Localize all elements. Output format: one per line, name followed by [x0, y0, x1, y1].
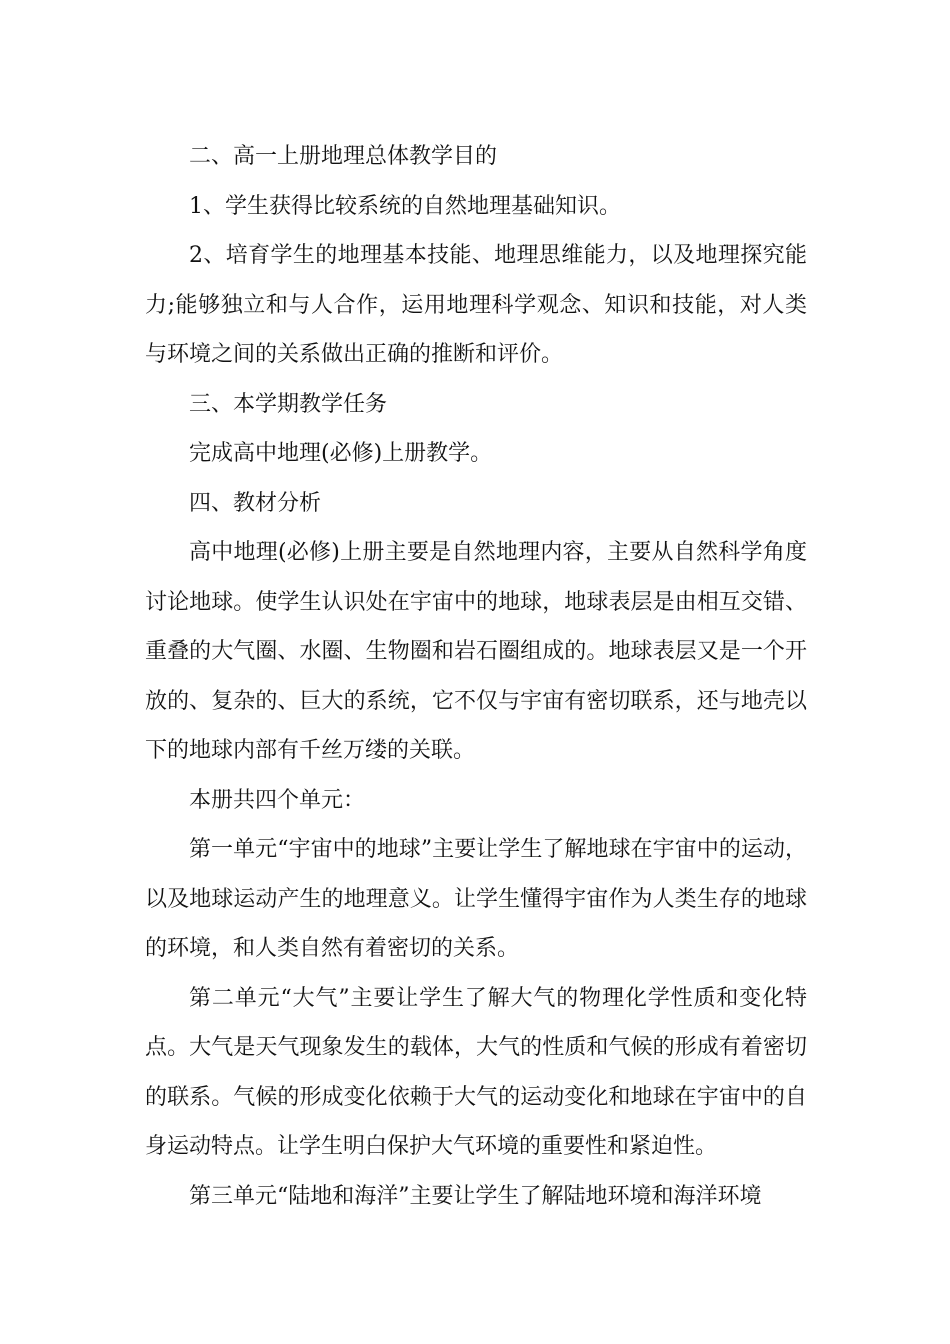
- document-body: [145, 132, 807, 1221]
- analysis-paragraph: 高中地理(必修)上册主要是自然地理内容，主要从自然科学角度讨论地球。使学生认识处在宇宙中的地球，地球表层是由相互交错、重叠的大气圈、水圈、生物圈和岩石圈组成的。地球表层又是一个开放的、复杂的、巨大的系统，它不仅与宇宙有密切联系，还与地壳以下的地球内部有千丝万缕的关联。: [145, 540, 807, 763]
- unit-1-paragraph: 第一单元“宇宙中的地球”主要让学生了解地球在宇宙中的运动，以及地球运动产生的地理意义。让学生懂得宇宙作为人类生存的地球的环境，和人类自然有着密切的关系。: [145, 837, 807, 961]
- units-intro: 本册共四个单元：: [189, 787, 366, 813]
- objective-item-1: 1、学生获得比较系统的自然地理基础知识。: [189, 193, 621, 219]
- unit-3-paragraph: 第三单元“陆地和海洋”主要让学生了解陆地环境和海洋环境: [189, 1183, 762, 1209]
- objective-item-2: 2、培育学生的地理基本技能、地理思维能力，以及地理探究能力;能够独立和与人合作，运用地理科学观念、知识和技能，对人类与环境之间的关系做出正确的推断和评价。: [145, 243, 807, 367]
- task-paragraph: 完成高中地理(必修)上册教学。: [189, 441, 493, 466]
- unit-2-paragraph: 第二单元“大气”主要让学生了解大气的物理化学性质和变化特点。大气是天气现象发生的载体，大气的性质和气候的形成有着密切的联系。气候的形成变化依赖于大气的运动变化和地球在宇宙中的自身运动特点。让学生明白保护大气环境的重要性和紧迫性。: [145, 985, 807, 1159]
- section-heading-tasks: 三、本学期教学任务: [189, 391, 388, 417]
- section-heading-objectives: 二、高一上册地理总体教学目的: [189, 144, 498, 169]
- section-heading-analysis: 四、教材分析: [189, 490, 322, 516]
